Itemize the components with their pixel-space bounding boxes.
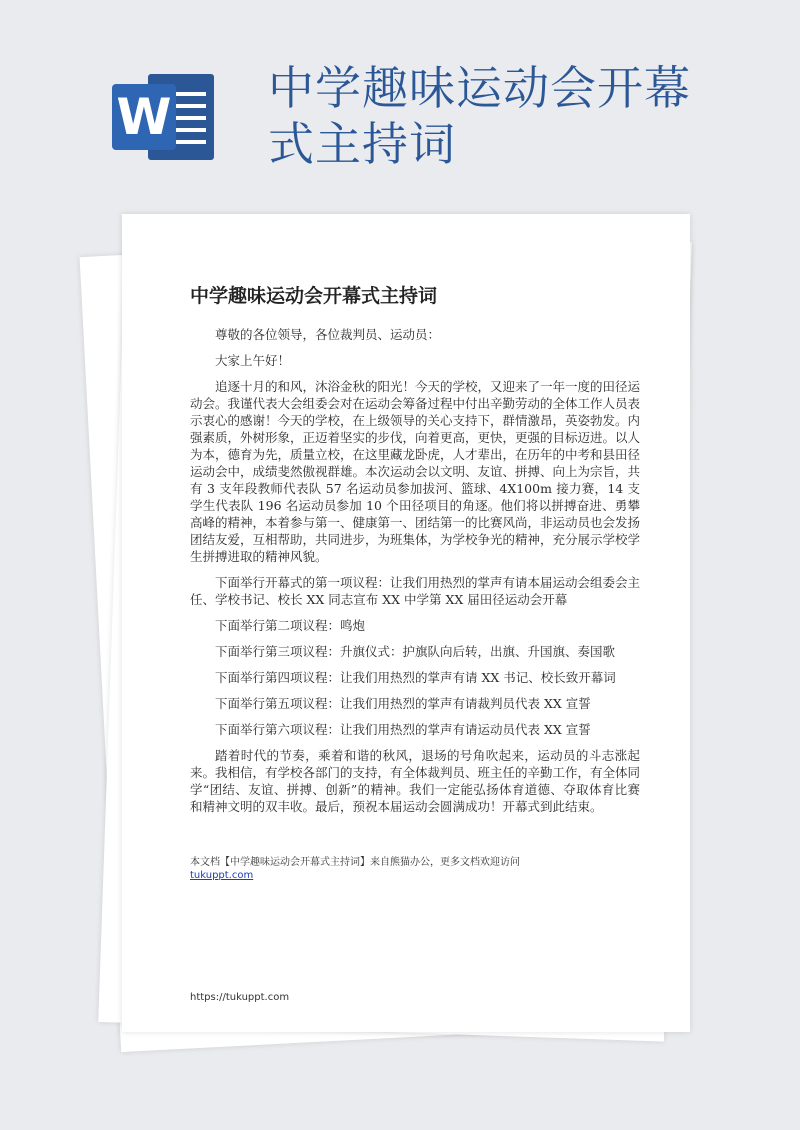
footnote-text: 本文档【中学趣味运动会开幕式主持词】来自熊猫办公，更多文档欢迎访问 xyxy=(190,857,520,868)
greeting: 大家上午好！ xyxy=(215,353,291,368)
page-title: 中学趣味运动会开幕式主持词 xyxy=(268,61,691,171)
agenda-item: 下面举行第五项议程：让我们用热烈的掌声有请裁判员代表 XX 宣誓 xyxy=(215,696,591,711)
closing-paragraph: 踏着时代的节奏，乘着和谐的秋风，退场的号角吹起来，运动员的斗志涨起来。我相信，有学校各部门的支持，有全体裁判员、班主任的辛勤工作，有全体同学“团结、友谊、拼搏、创新”的精神。我们一定能弘扬体育道德、夺取体育比赛和精神文明的双丰收。最后，预祝本届运动会圆满成功！开幕式到此结束。 xyxy=(190,748,641,814)
word-app-icon xyxy=(112,74,218,162)
footnote-link[interactable]: tukuppt.com xyxy=(190,870,254,881)
source-footnote xyxy=(190,856,640,882)
agenda-item: 下面举行开幕式的第一项议程：让我们用热烈的掌声有请本届运动会组委会主任、学校书记、校长 XX 同志宣布 XX 中学第 XX 届田径运动会开幕 xyxy=(190,575,641,607)
agenda-item: 下面举行第四项议程：让我们用热烈的掌声有请 XX 书记、校长致开幕词 xyxy=(215,670,616,685)
agenda-item: 下面举行第二项议程：鸣炮 xyxy=(215,618,366,633)
agenda-item: 下面举行第三项议程：升旗仪式：护旗队向后转，出旗、升国旗、奏国歌 xyxy=(215,644,616,659)
body-paragraph: 追逐十月的和风，沐浴金秋的阳光！今天的学校，又迎来了一年一度的田径运动会。我谨代表大会组委会对在运动会筹备过程中付出辛勤劳动的全体工作人员表示衷心的感谢！今天的学校，在上级领导的关心支持下，群情激昂，英姿勃发。内强素质，外树形象，正迈着坚实的步伐，向着更高，更快，更强的目标迈进。以人为本，德育为先，质量立校，在这里藏龙卧虎，人才辈出，在历年的中考和县田径运动会中，成绩斐然傲视群雄。本次运动会以文明、友谊、拼搏、向上为宗旨，共有 3 支年段教师代表队 57 名运动员参加拔河、篮球、4X100m 接力赛，14 支学生代表队 196 名运动员参加 10 个田径项目的角逐。他们将以拼搏奋进、勇攀高峰的精神，本着参与第一、健康第一、团结第一的比赛风尚，非运动员也会发扬团结友爱，互相帮助，共同进步，为班集体，为学校争光的精神，充分展示学校学生拼搏进取的精神风貌。 xyxy=(190,379,641,564)
document-body xyxy=(190,326,640,824)
salutation: 尊敬的各位领导，各位裁判员、运动员： xyxy=(215,327,441,342)
document-title: 中学趣味运动会开幕式主持词 xyxy=(190,285,438,307)
agenda-item: 下面举行第六项议程：让我们用热烈的掌声有请运动员代表 XX 宣誓 xyxy=(215,722,591,737)
word-badge-icon: W xyxy=(112,84,176,150)
site-url[interactable]: https://tukuppt.com xyxy=(190,992,290,1003)
